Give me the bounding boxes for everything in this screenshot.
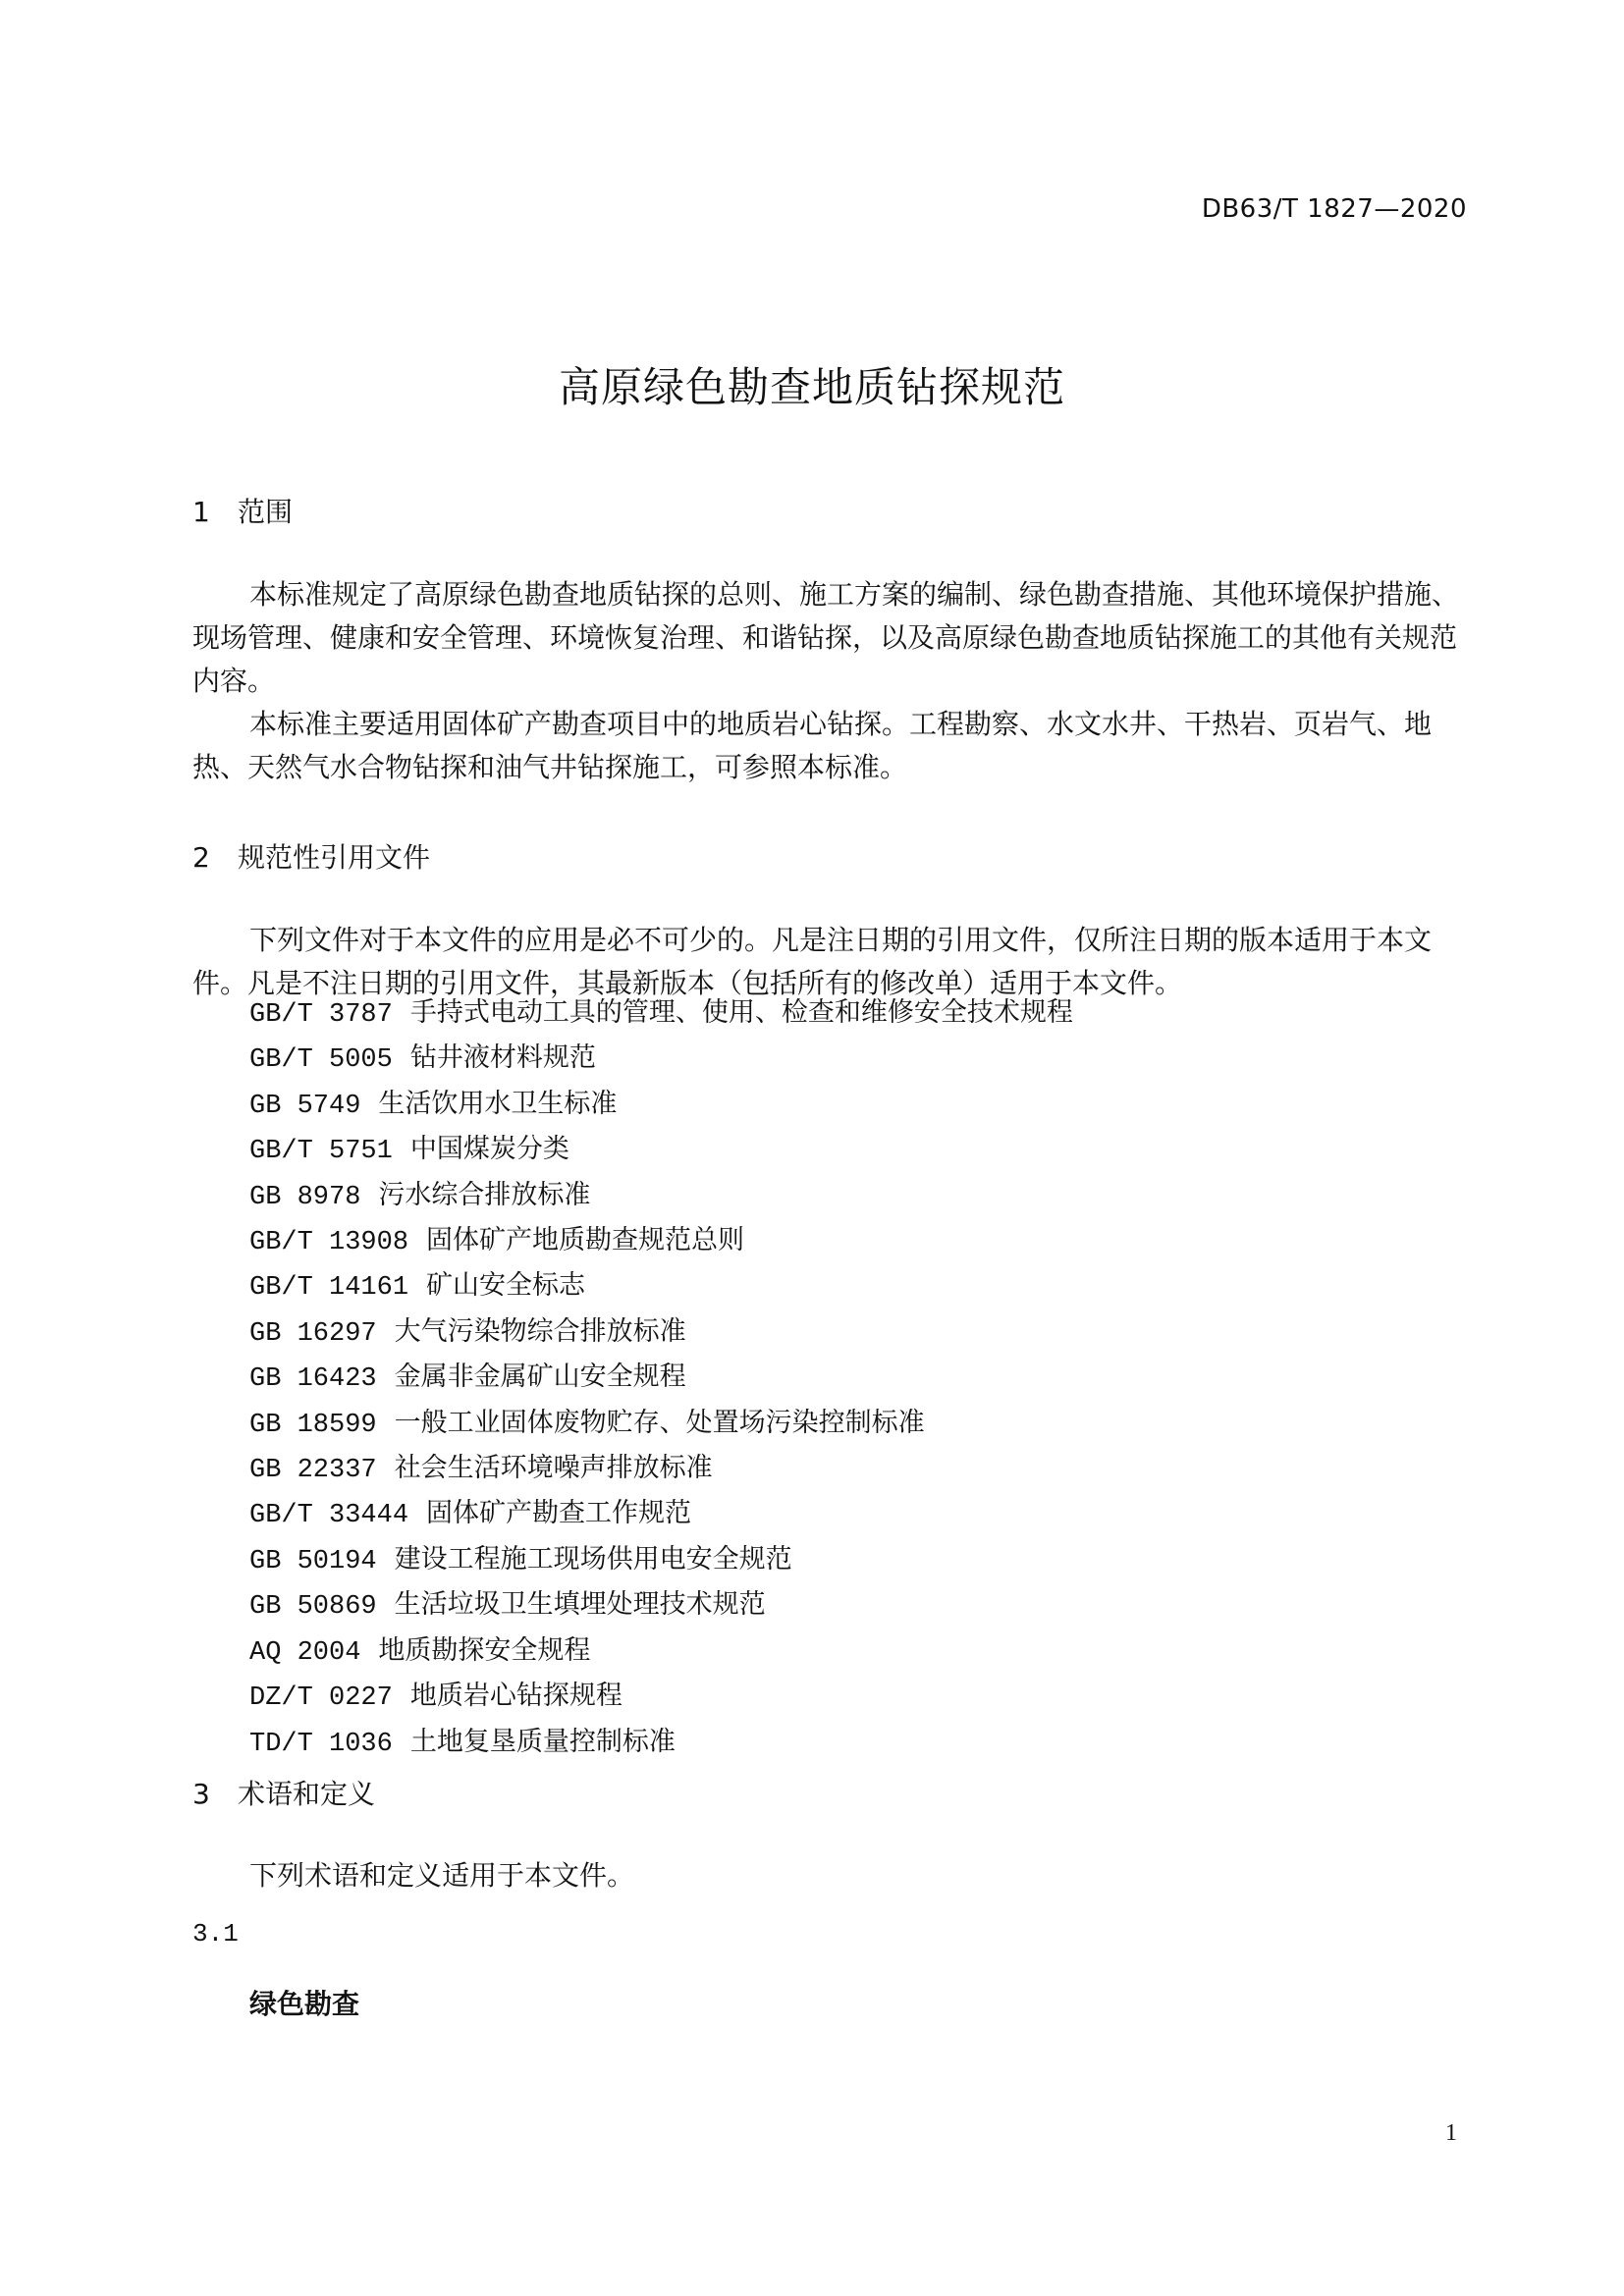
- term-name: 绿色勘查: [249, 1988, 360, 2020]
- section-title: 规范性引用文件: [238, 841, 431, 874]
- reference-item: [249, 1037, 1073, 1082]
- reference-code: TD/T 1036: [249, 1729, 393, 1759]
- reference-name: 矿山安全标志: [426, 1270, 586, 1302]
- reference-item: [249, 1219, 1073, 1264]
- section-number: 3: [192, 1778, 210, 1810]
- reference-code: GB/T 3787: [249, 1000, 393, 1030]
- reference-name: 中国煤炭分类: [409, 1134, 569, 1165]
- reference-name: 一般工业固体废物贮存、处置场污染控制标准: [394, 1407, 925, 1438]
- reference-name: 土地复垦质量控制标准: [409, 1726, 676, 1757]
- reference-name: 生活垃圾卫生填埋处理技术规范: [394, 1589, 766, 1621]
- reference-name: 污水综合排放标准: [378, 1179, 591, 1210]
- reference-name: 地质勘探安全规程: [378, 1634, 591, 1666]
- section-2-heading: [192, 836, 430, 876]
- page-title: 高原绿色勘查地质钻探规范: [558, 363, 1065, 411]
- reference-item: [249, 1083, 1073, 1128]
- reference-code: GB/T 13908: [249, 1228, 409, 1258]
- reference-code: GB 50194: [249, 1546, 377, 1576]
- reference-code: GB/T 33444: [249, 1501, 409, 1531]
- reference-code: GB/T 14161: [249, 1273, 409, 1304]
- reference-item: [249, 1264, 1073, 1309]
- section-2-intro: 下列文件对于本文件的应用是必不可少的。凡是注日期的引用文件，仅所注日期的版本适用于本文件。凡是不注日期的引用文件，其最新版本（包括所有的修改单）适用于本文件。: [192, 924, 1433, 999]
- reference-code: GB 5749: [249, 1091, 361, 1121]
- reference-name: 建设工程施工现场供用电安全规范: [394, 1543, 792, 1575]
- reference-item: [249, 1675, 1073, 1720]
- reference-name: 生活饮用水卫生标准: [378, 1088, 618, 1119]
- section-title: 术语和定义: [238, 1778, 376, 1810]
- reference-code: GB 18599: [249, 1410, 377, 1440]
- section-1-heading: [192, 491, 293, 530]
- reference-name: 固体矿产地质勘查规范总则: [426, 1225, 745, 1256]
- reference-item: [249, 991, 1073, 1037]
- reference-name: 大气污染物综合排放标准: [394, 1315, 686, 1347]
- document-code: DB63/T 1827—2020: [1201, 194, 1467, 224]
- reference-code: AQ 2004: [249, 1637, 361, 1668]
- reference-item: [249, 1174, 1073, 1219]
- reference-item: [249, 1356, 1073, 1401]
- section-1-paragraph-2: 本标准主要适用固体矿产勘查项目中的地质岩心钻探。工程勘察、水文水井、干热岩、页岩气、地热、天然气水合物钻探和油气井钻探施工，可参照本标准。: [192, 708, 1433, 783]
- reference-item: [249, 1447, 1073, 1492]
- reference-item: [249, 1629, 1073, 1675]
- reference-item: [249, 1402, 1073, 1447]
- reference-code: GB 16423: [249, 1364, 377, 1395]
- reference-name: 金属非金属矿山安全规程: [394, 1362, 686, 1393]
- reference-code: DZ/T 0227: [249, 1683, 393, 1714]
- reference-item: [249, 1310, 1073, 1356]
- reference-item: [249, 1583, 1073, 1629]
- reference-code: GB 16297: [249, 1318, 377, 1349]
- reference-code: GB/T 5751: [249, 1137, 393, 1167]
- reference-name: 钻井液材料规范: [409, 1042, 596, 1074]
- reference-list: [249, 991, 1073, 1766]
- section-3-intro: 下列术语和定义适用于本文件。: [249, 1859, 635, 1892]
- section-number: 2: [192, 841, 210, 874]
- reference-name: 手持式电动工具的管理、使用、检查和维修安全技术规程: [409, 997, 1073, 1028]
- reference-code: GB 22337: [249, 1456, 377, 1486]
- reference-item: [249, 1128, 1073, 1173]
- reference-code: GB 8978: [249, 1182, 361, 1212]
- reference-name: 地质岩心钻探规程: [409, 1681, 623, 1712]
- reference-name: 固体矿产勘查工作规范: [426, 1498, 692, 1529]
- reference-item: [249, 1721, 1073, 1766]
- term-number: 3.1: [192, 1919, 239, 1949]
- section-number: 1: [192, 496, 210, 528]
- reference-item: [249, 1492, 1073, 1537]
- reference-item: [249, 1538, 1073, 1583]
- reference-name: 社会生活环境噪声排放标准: [394, 1453, 713, 1484]
- section-title: 范围: [238, 496, 294, 528]
- reference-code: GB/T 5005: [249, 1045, 393, 1076]
- page-number: 1: [1445, 2120, 1457, 2146]
- section-3-heading: [192, 1773, 375, 1812]
- section-1-paragraph-1: 本标准规定了高原绿色勘查地质钻探的总则、施工方案的编制、绿色勘查措施、其他环境保护措施、现场管理、健康和安全管理、环境恢复治理、和谐钻探，以及高原绿色勘查地质钻探施工的其他有关规范内容。: [192, 578, 1460, 697]
- reference-code: GB 50869: [249, 1592, 377, 1623]
